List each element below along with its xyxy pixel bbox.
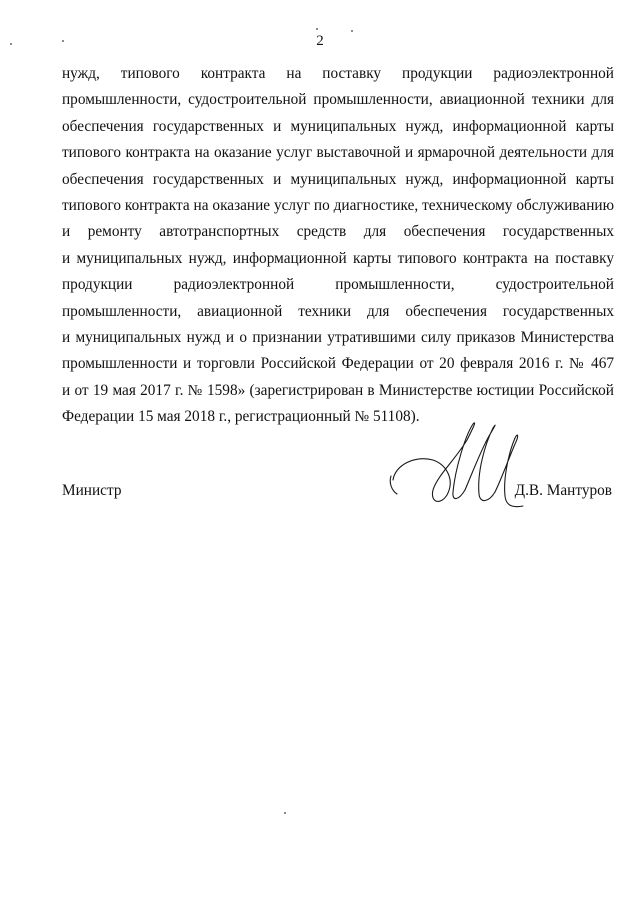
body-paragraph	[62, 61, 614, 430]
text-line: и ремонту автотранспортных средств для обеспечения государственных	[62, 223, 614, 241]
text-line: продукции радиоэлектронной промышленности, судостроительной	[62, 276, 614, 294]
text-line: и муниципальных нужд, информационной карты типового контракта на поставку	[62, 249, 614, 267]
scan-speck	[351, 30, 353, 32]
signature-row	[0, 482, 640, 512]
scan-speck	[10, 43, 12, 45]
text-line: и муниципальных нужд и о признании утратившими силу приказов Министерства	[62, 328, 614, 346]
text-line: типового контракта на оказание услуг по диагностике, техническому обслуживанию	[62, 196, 614, 214]
text-line: промышленности и торговли Российской Федерации от 20 февраля 2016 г. № 467	[62, 355, 614, 373]
scan-speck	[284, 812, 286, 814]
scan-speck	[62, 40, 64, 42]
text-line: промышленности, авиационной техники для обеспечения государственных	[62, 302, 614, 320]
signatory-name: Д.В. Мантуров	[514, 482, 612, 499]
text-line: промышленности, судостроительной промышленности, авиационной техники для	[62, 91, 614, 109]
text-line: обеспечения государственных и муниципальных нужд, информационной карты	[62, 170, 614, 188]
page-number: 2	[316, 33, 324, 49]
signatory-title: Министр	[62, 482, 122, 499]
text-line: и от 19 мая 2017 г. № 1598» (зарегистрирован в Министерстве юстиции Российской	[62, 381, 614, 399]
text-line: Федерации 15 мая 2018 г., регистрационный № 51108).	[62, 408, 420, 426]
scan-speck	[316, 28, 318, 30]
text-line: обеспечения государственных и муниципальных нужд, информационной карты	[62, 117, 614, 135]
text-line: типового контракта на оказание услуг выставочной и ярмарочной деятельности для	[62, 144, 614, 162]
text-line: нужд, типового контракта на поставку продукции радиоэлектронной	[62, 65, 614, 82]
